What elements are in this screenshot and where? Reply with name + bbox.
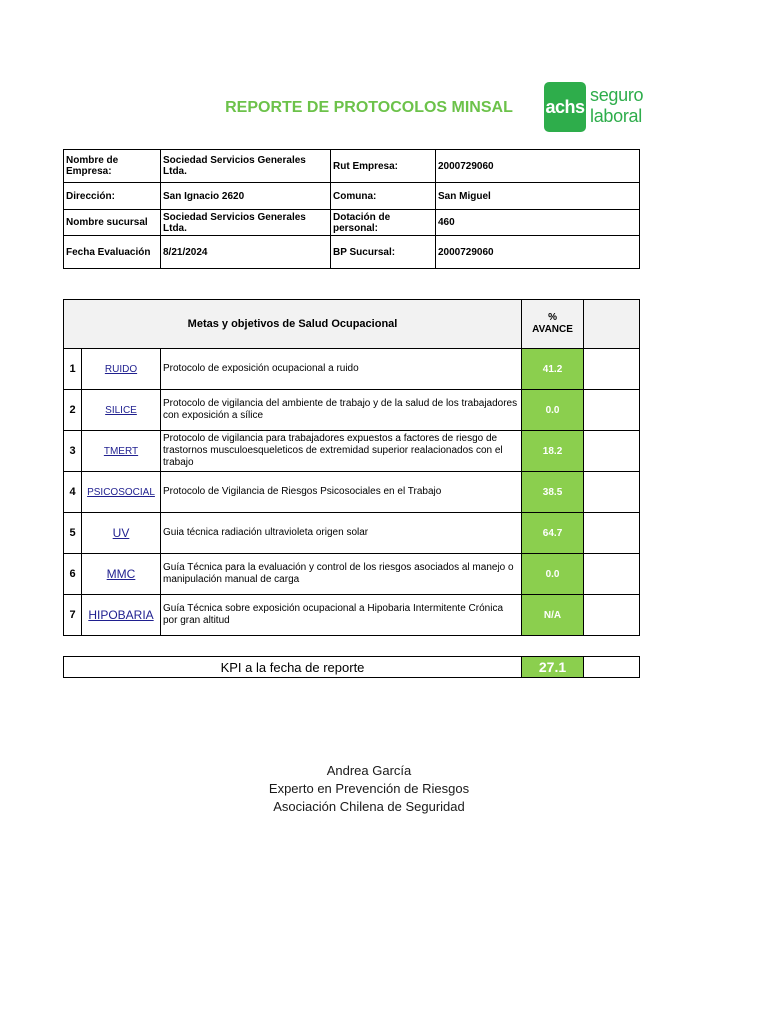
empty-cell <box>584 349 640 390</box>
goal-number: 1 <box>64 349 82 390</box>
info-value: 8/21/2024 <box>161 236 331 269</box>
goal-progress: 18.2 <box>522 431 584 472</box>
info-label: Rut Empresa: <box>331 150 436 183</box>
goal-progress: 0.0 <box>522 390 584 431</box>
logo-line-seguro: seguro <box>590 85 644 105</box>
goal-description: Protocolo de vigilancia del ambiente de trabajo y de la salud de los trabajadores con exposición a sílice <box>161 390 522 431</box>
avance-header <box>522 300 584 349</box>
info-value: Sociedad Servicios Generales Ltda. <box>161 210 331 236</box>
empty-cell <box>584 431 640 472</box>
goal-description: Protocolo de Vigilancia de Riesgos Psicosociales en el Trabajo <box>161 472 522 513</box>
goals-header-row <box>64 300 640 349</box>
info-value: Sociedad Servicios Generales Ltda. <box>161 150 331 183</box>
protocol-link-mmc[interactable]: MMC <box>106 567 136 581</box>
report-title: REPORTE DE PROTOCOLOS MINSAL <box>225 99 513 116</box>
goal-description: Protocolo de vigilancia para trabajadores expuestos a factores de riesgo de trastornos musculoesqueleticos de extremidad superior realacionados con el trabajo <box>161 431 522 472</box>
info-value: 460 <box>436 210 640 236</box>
goal-progress: 38.5 <box>522 472 584 513</box>
goal-number: 5 <box>64 513 82 554</box>
protocol-link-ruido[interactable]: RUIDO <box>104 363 138 375</box>
goals-heading: Metas y objetivos de Salud Ocupacional <box>64 300 522 349</box>
goal-row <box>64 349 640 390</box>
kpi-row <box>64 657 640 678</box>
protocol-link-silice[interactable]: SILICE <box>105 404 137 416</box>
goal-number: 3 <box>64 431 82 472</box>
goal-row <box>64 513 640 554</box>
empty-cell <box>584 390 640 431</box>
info-label: Dotación de personal: <box>331 210 436 236</box>
goal-row <box>64 390 640 431</box>
achs-logo <box>544 82 644 134</box>
goal-description: Guía Técnica para la evaluación y control de los riesgos asociados al manejo o manipulación manual de carga <box>161 554 522 595</box>
empty-cell <box>584 513 640 554</box>
info-row <box>64 236 640 269</box>
info-label: Fecha Evaluación <box>64 236 161 269</box>
goal-row <box>64 472 640 513</box>
kpi-label: KPI a la fecha de reporte <box>64 657 522 678</box>
info-label: Comuna: <box>331 183 436 210</box>
info-label: Nombre sucursal <box>64 210 161 236</box>
goal-progress: 0.0 <box>522 554 584 595</box>
goal-number: 2 <box>64 390 82 431</box>
goal-description: Guía Técnica sobre exposición ocupacional a Hipobaria Intermitente Crónica por gran altitud <box>161 595 522 636</box>
company-info-table <box>63 149 640 269</box>
signer-role: Experto en Prevención de Riesgos <box>268 781 470 796</box>
kpi-table <box>63 656 640 678</box>
avance-label: AVANCE <box>532 324 573 335</box>
goal-progress: 64.7 <box>522 513 584 554</box>
empty-cell <box>584 657 640 678</box>
info-value: San Miguel <box>436 183 640 210</box>
protocol-link-hipobaria[interactable]: HIPOBARIA <box>88 608 154 622</box>
info-label: Dirección: <box>64 183 161 210</box>
goal-row <box>64 595 640 636</box>
info-row <box>64 183 640 210</box>
achs-logo-text <box>590 85 643 127</box>
goal-row <box>64 431 640 472</box>
goal-number: 4 <box>64 472 82 513</box>
goal-progress: 41.2 <box>522 349 584 390</box>
info-value: San Ignacio 2620 <box>161 183 331 210</box>
empty-header-cell <box>584 300 640 349</box>
signer-organization: Asociación Chilena de Seguridad <box>273 799 465 814</box>
kpi-value: 27.1 <box>522 657 584 678</box>
protocol-link-psicosocial[interactable]: PSICOSOCIAL <box>87 486 155 498</box>
goal-number: 6 <box>64 554 82 595</box>
goal-progress: N/A <box>522 595 584 636</box>
info-value: 2000729060 <box>436 150 640 183</box>
pct-symbol: % <box>548 312 557 323</box>
empty-cell <box>584 554 640 595</box>
goals-table <box>63 299 640 636</box>
empty-cell <box>584 472 640 513</box>
goal-description: Protocolo de exposición ocupacional a ruido <box>161 349 522 390</box>
protocol-link-tmert[interactable]: TMERT <box>103 445 139 457</box>
info-value: 2000729060 <box>436 236 640 269</box>
empty-cell <box>584 595 640 636</box>
signature-block <box>200 762 538 816</box>
goal-row <box>64 554 640 595</box>
signer-name: Andrea García <box>326 763 412 778</box>
goal-description: Guia técnica radiación ultravioleta origen solar <box>161 513 522 554</box>
info-label: BP Sucursal: <box>331 236 436 269</box>
logo-line-laboral: laboral <box>590 106 642 126</box>
protocol-link-uv[interactable]: UV <box>112 526 130 540</box>
goal-number: 7 <box>64 595 82 636</box>
info-label: Nombre de Empresa: <box>64 150 161 183</box>
info-row <box>64 210 640 236</box>
achs-logo-badge: achs <box>544 82 586 132</box>
info-row <box>64 150 640 183</box>
